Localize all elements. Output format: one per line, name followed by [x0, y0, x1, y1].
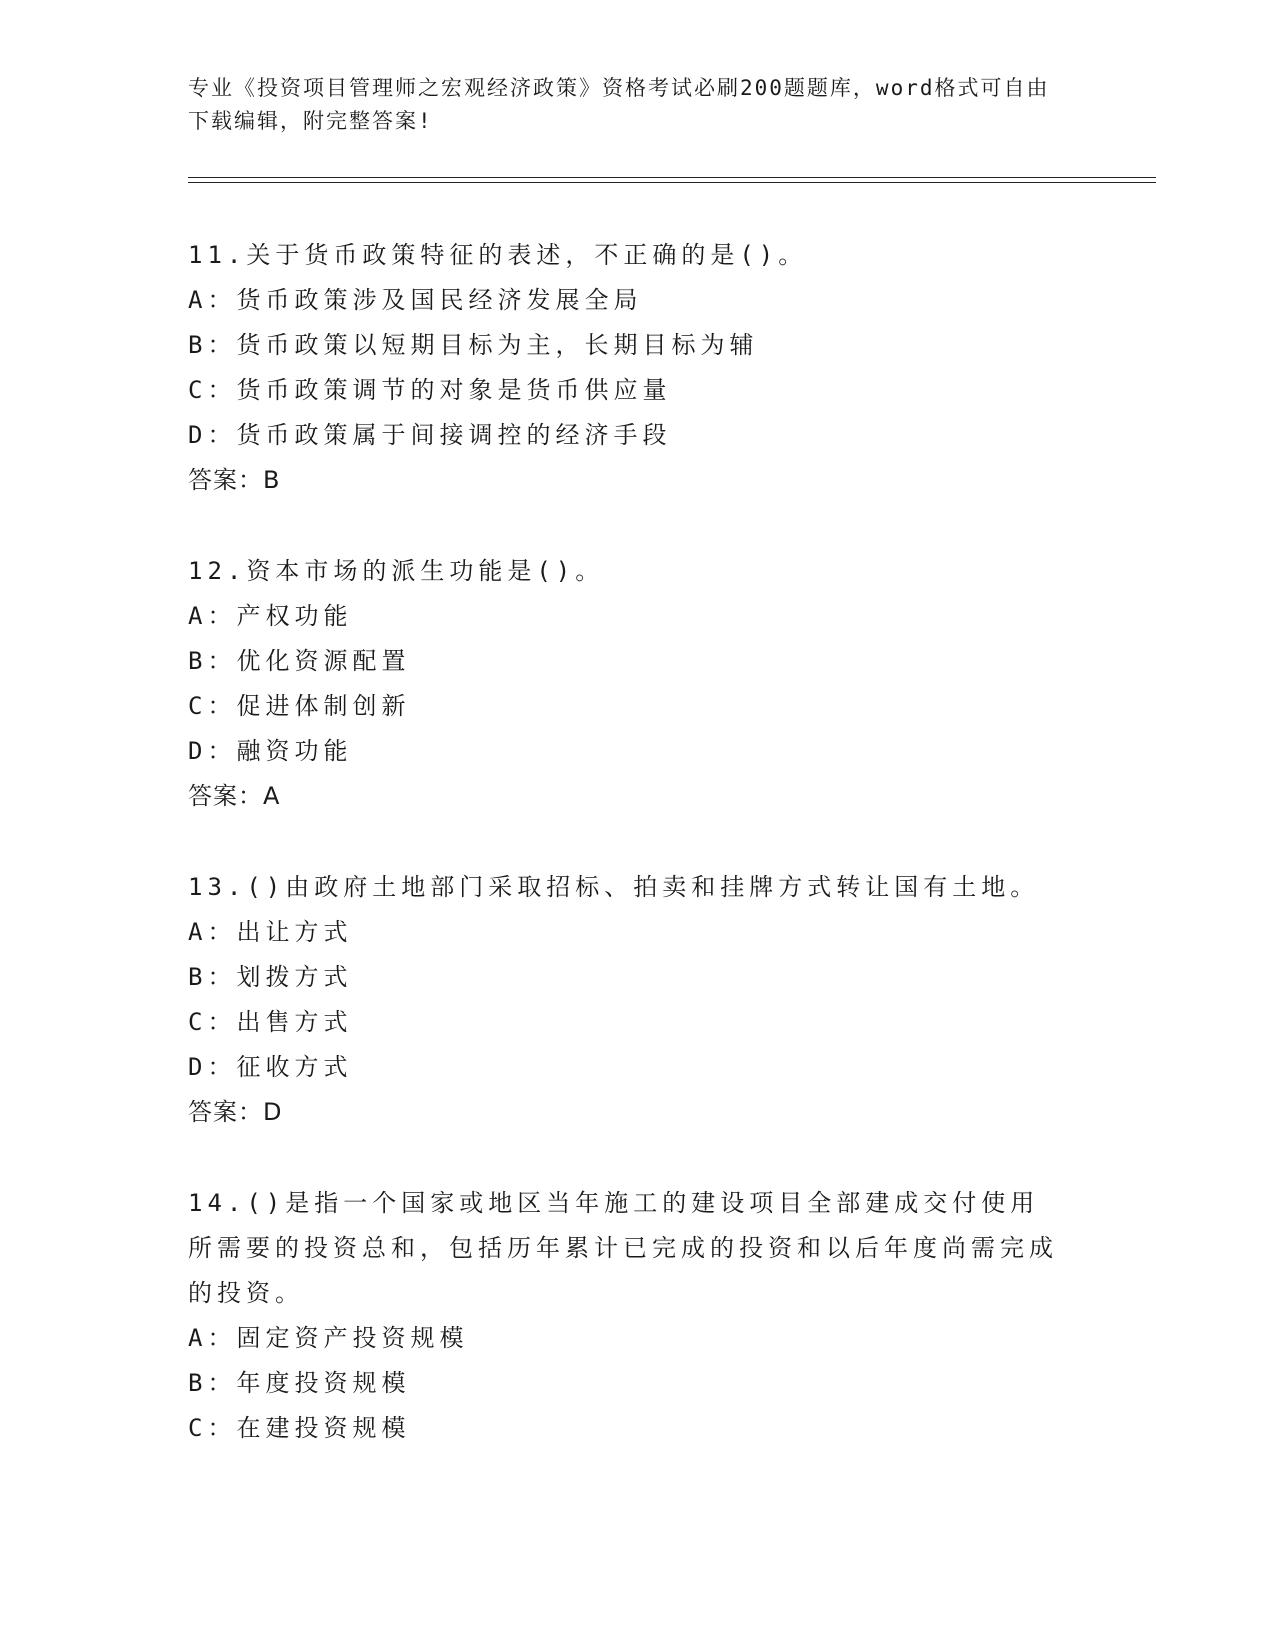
option-a: A：货币政策涉及国民经济发展全局 [188, 286, 643, 314]
question-stem: 13.()由政府土地部门采取招标、拍卖和挂牌方式转让国有土地。 [188, 873, 1040, 901]
option-b: B：划拨方式 [188, 963, 353, 991]
question-stem: 11.关于货币政策特征的表述，不正确的是()。 [188, 241, 808, 269]
option-b: B：优化资源配置 [188, 647, 411, 675]
option-b: B：货币政策以短期目标为主，长期目标为辅 [188, 331, 759, 359]
option-c: C：出售方式 [188, 1008, 353, 1036]
header-divider-top [188, 177, 1156, 178]
question-stem: 12.资本市场的派生功能是()。 [188, 557, 605, 585]
question-12 [188, 549, 1088, 819]
question-14 [188, 1181, 1088, 1451]
question-13 [188, 865, 1088, 1135]
option-a: A：出让方式 [188, 918, 353, 946]
answer-line: 答案：A [188, 782, 281, 810]
option-b: B：年度投资规模 [188, 1369, 411, 1397]
header-divider-bottom [188, 182, 1156, 183]
answer-line: 答案：B [188, 466, 281, 494]
option-c: C：在建投资规模 [188, 1414, 411, 1442]
question-list [188, 233, 1088, 1497]
option-d: D：融资功能 [188, 737, 353, 765]
option-c: C：促进体制创新 [188, 692, 411, 720]
option-a: A：固定资产投资规模 [188, 1324, 469, 1352]
option-d: D：征收方式 [188, 1053, 353, 1081]
option-d: D：货币政策属于间接调控的经济手段 [188, 421, 672, 449]
option-a: A：产权功能 [188, 602, 353, 630]
question-stem: 14.()是指一个国家或地区当年施工的建设项目全部建成交付使用所需要的投资总和，包括历年累计已完成的投资和以后年度尚需完成的投资。 [188, 1189, 1058, 1307]
document-intro: 专业《投资项目管理师之宏观经济政策》资格考试必刷200题题库，word格式可自由下载编辑，附完整答案! [188, 76, 1050, 133]
option-c: C：货币政策调节的对象是货币供应量 [188, 376, 672, 404]
question-11 [188, 233, 1088, 503]
answer-line: 答案：D [188, 1098, 283, 1126]
